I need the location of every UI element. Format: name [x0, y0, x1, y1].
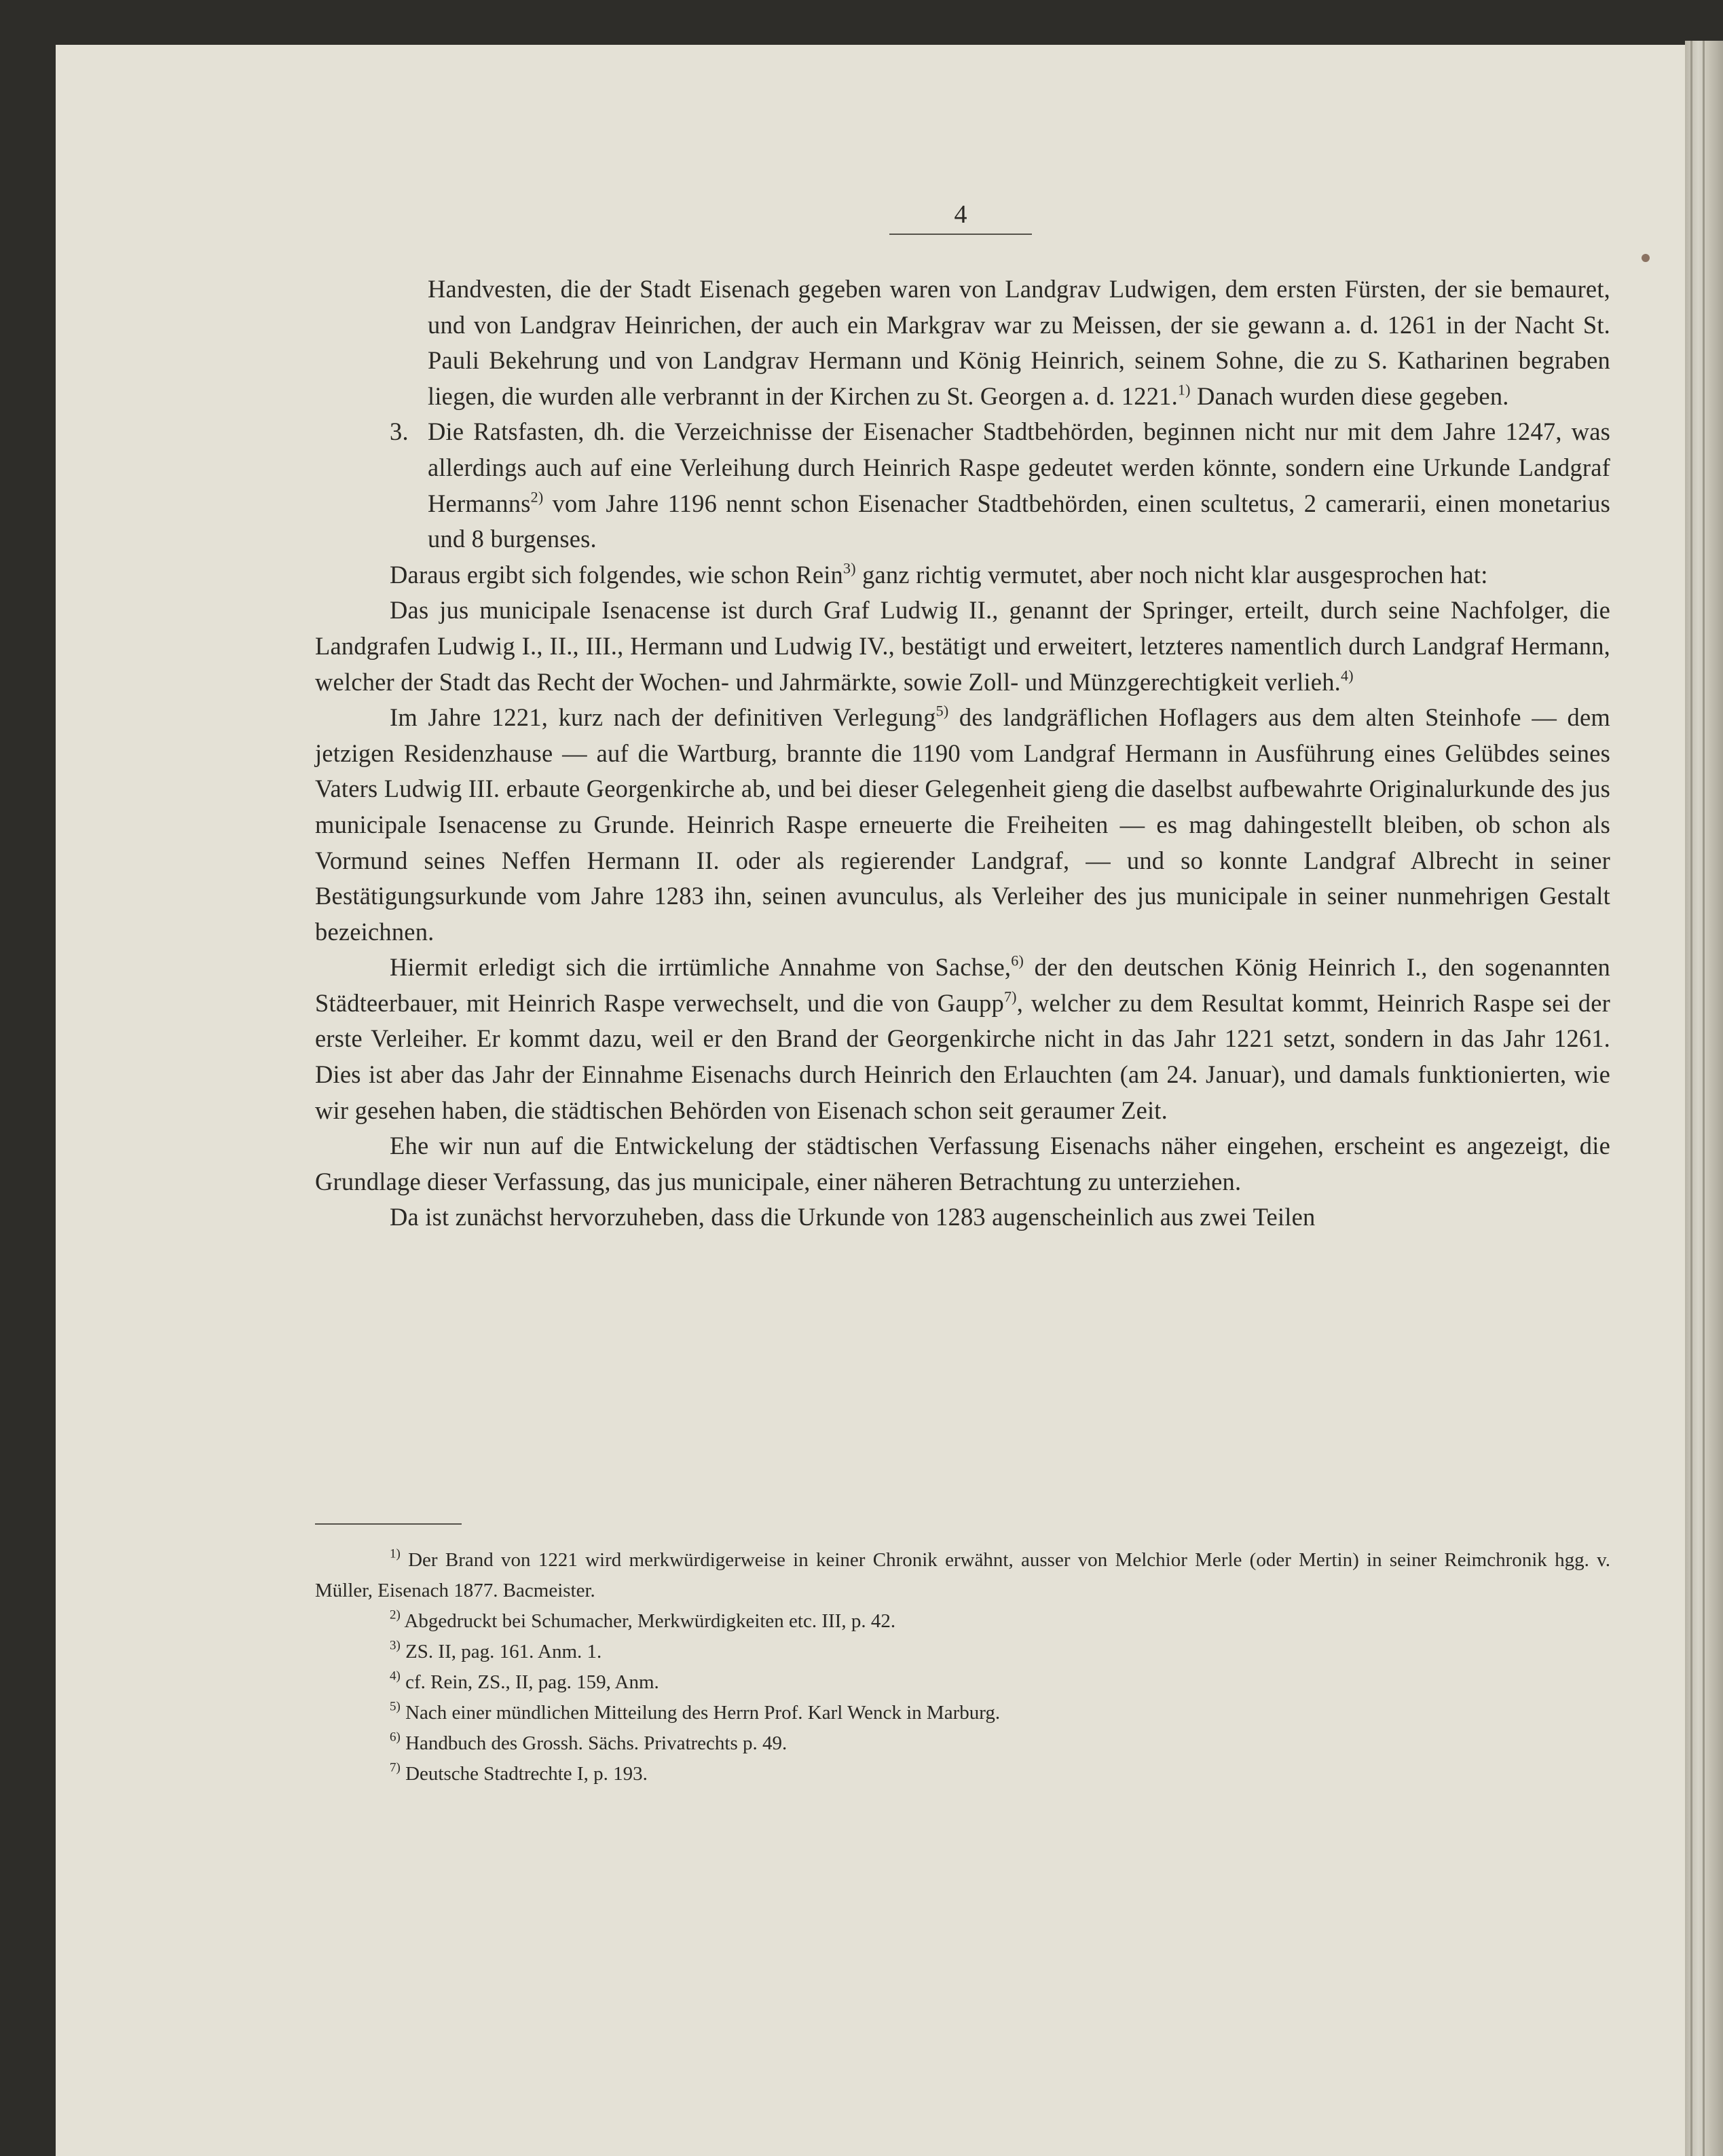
- paragraph: [315, 950, 1610, 1128]
- footnote-text: ZS. II, pag. 161. Anm. 1.: [400, 1641, 602, 1662]
- paragraph-text: Danach wurden diese gegeben.: [1190, 382, 1509, 410]
- paragraph: Da ist zunächst hervorzuheben, dass die Urkunde von 1283 augenscheinlich aus zwei Teilen: [390, 1203, 1316, 1231]
- footnote-mark: 5): [390, 1699, 401, 1714]
- footnote-mark: 4): [390, 1669, 401, 1684]
- page-number-rule: [889, 234, 1032, 235]
- paragraph: Ehe wir nun auf die Entwickelung der städtischen Verfassung Eisenachs näher eingehen, erscheint es angezeigt, die Grundlage dieser Verfassung, das jus municipale, einer näheren Betrachtung zu unterziehen.: [315, 1132, 1610, 1195]
- paragraph: [315, 557, 1610, 593]
- paragraph-text: ganz richtig vermutet, aber noch nicht klar ausgesprochen hat:: [855, 560, 1488, 589]
- paragraph-text: des landgräflichen Hoflagers aus dem alten Steinhofe — dem jetzigen Residenzhause — auf die Wartburg, brannte die 1190 vom Landgraf Hermann in Ausführung eines Gelübdes seines Vaters Ludwig III. erbaute Georgenkirche ab, und bei dieser Gelegenheit gieng die daselbst aufbewahrte Originalurkunde des jus municipale Isenacense zu Grunde. Heinrich Raspe erneuerte die Freiheiten — es mag dahingestellt bleiben, ob schon als Vormund seines Neffen Hermann II. oder als regierender Landgraf, — und so konnte Landgraf Albrecht in seiner Bestätigungsurkunde vom Jahre 1283 ihn, seinen avunculus, als Verleiher des jus municipale in seiner nunmehrigen Gestalt bezeichnen.: [315, 703, 1610, 946]
- footnote-text: Handbuch des Grossh. Sächs. Privatrechts p. 49.: [400, 1732, 788, 1754]
- footnote-text: Nach einer mündlichen Mitteilung des Herrn Prof. Karl Wenck in Marburg.: [400, 1702, 1001, 1724]
- footnote-ref: 5): [935, 702, 949, 720]
- numbered-item: [315, 414, 1610, 557]
- footnote: [315, 1728, 1610, 1759]
- footnote: [315, 1545, 1610, 1606]
- footnote: [315, 1698, 1610, 1728]
- footnote: [315, 1606, 1610, 1637]
- footnote-mark: 3): [390, 1638, 401, 1653]
- footnote-mark: 1): [390, 1546, 401, 1561]
- body-text: [315, 272, 1610, 1235]
- paragraph-text: vom Jahre 1196 nennt schon Eisenacher Stadtbehörden, einen scultetus, 2 camerarii, einen monetarius und 8 burgenses.: [428, 489, 1610, 553]
- page-edge-line: [1703, 41, 1705, 2156]
- paragraph: [315, 593, 1610, 700]
- footnote-ref: 2): [530, 488, 544, 506]
- footnote-ref: 1): [1177, 381, 1191, 398]
- paragraph-continuation: [315, 272, 1610, 414]
- footnote-ref: 6): [1011, 952, 1024, 969]
- paragraph: [315, 700, 1610, 950]
- paragraph-text: Die Ratsfasten, dh. die Verzeichnisse der Eisenacher Stadtbehörden, beginnen nicht nur mit dem Jahre 1247, was allerdings auch auf eine Verleihung durch Heinrich Raspe gedeutet werden könnte, sondern eine Urkunde Landgraf Hermanns: [428, 417, 1610, 517]
- footnote-mark: 2): [390, 1607, 401, 1622]
- footnote: [315, 1637, 1610, 1667]
- footnote: [315, 1759, 1610, 1789]
- paragraph-text: Hiermit erledigt sich die irrtümliche Annahme von Sachse,: [390, 953, 1012, 982]
- footnote-text: Abgedruckt bei Schumacher, Merkwürdigkeiten etc. III, p. 42.: [400, 1610, 896, 1632]
- footnote-rule: [315, 1523, 462, 1525]
- paragraph-text: der den deutschen König Heinrich I., den sogenannten Städteerbauer, mit Heinrich Raspe verwechselt, und die von Gaupp: [315, 953, 1610, 1017]
- item-number: 3.: [390, 417, 409, 446]
- footnote-text: Der Brand von 1221 wird merkwürdigerweise in keiner Chronik erwähnt, ausser von Melchior Merle (oder Mertin) in seiner Reimchronik hgg. v. Müller, Eisenach 1877. Bacmeister.: [315, 1549, 1610, 1601]
- footnote-ref: 3): [843, 559, 856, 577]
- paper-speck: [1642, 254, 1650, 262]
- footnote-ref: 4): [1341, 667, 1354, 684]
- footnote-mark: 7): [390, 1760, 401, 1775]
- page-number: 4: [954, 200, 967, 229]
- footnote-text: Deutsche Stadtrechte I, p. 193.: [400, 1763, 648, 1785]
- footnote-text: cf. Rein, ZS., II, pag. 159, Anm.: [400, 1671, 659, 1693]
- footnotes: [315, 1545, 1610, 1789]
- paragraph-text: Handvesten, die der Stadt Eisenach gegeben waren von Landgrav Ludwigen, dem ersten Fürsten, der sie bemauret, und von Landgrav Heinrichen, der auch ein Markgrav war zu Meissen, der sie gewann a. d. 1261 in der Nacht St. Pauli Bekehrung und von Landgrav Hermann und König Heinrich, seinem Sohne, die zu S. Katharinen begraben liegen, die wurden alle verbrannt in der Kirchen zu St. Georgen a. d. 1221.: [428, 275, 1610, 410]
- paragraph-text: , welcher zu dem Resultat kommt, Heinrich Raspe sei der erste Verleiher. Er kommt dazu, weil er den Brand der Georgenkirche nicht in das Jahr 1221 setzt, sondern in das Jahr 1261. Dies ist aber das Jahr der Einnahme Eisenachs durch Heinrich den Erlauchten (am 24. Januar), und damals funktionierten, wie wir gesehen haben, die städtischen Behörden von Eisenach schon seit geraumer Zeit.: [315, 988, 1610, 1124]
- footnote: [315, 1667, 1610, 1698]
- footnote-ref: 7): [1003, 988, 1017, 1005]
- paragraph-text: Im Jahre 1221, kurz nach der definitiven Verlegung: [390, 703, 936, 732]
- paragraph-text: Daraus ergibt sich folgendes, wie schon Rein: [390, 560, 844, 589]
- paragraph-text: Das jus municipale Isenacense ist durch Graf Ludwig II., genannt der Springer, erteilt, durch seine Nachfolger, die Landgrafen Ludwig I., II., III., Hermann und Ludwig IV., bestätigt und erweitert, letzteres namentlich durch Landgraf Hermann, welcher der Stadt das Recht der Wochen- und Jahrmärkte, sowie Zoll- und Münzgerechtigkeit verlieh.: [315, 596, 1610, 696]
- page-edge-line: [1690, 41, 1692, 2156]
- footnote-mark: 6): [390, 1730, 401, 1745]
